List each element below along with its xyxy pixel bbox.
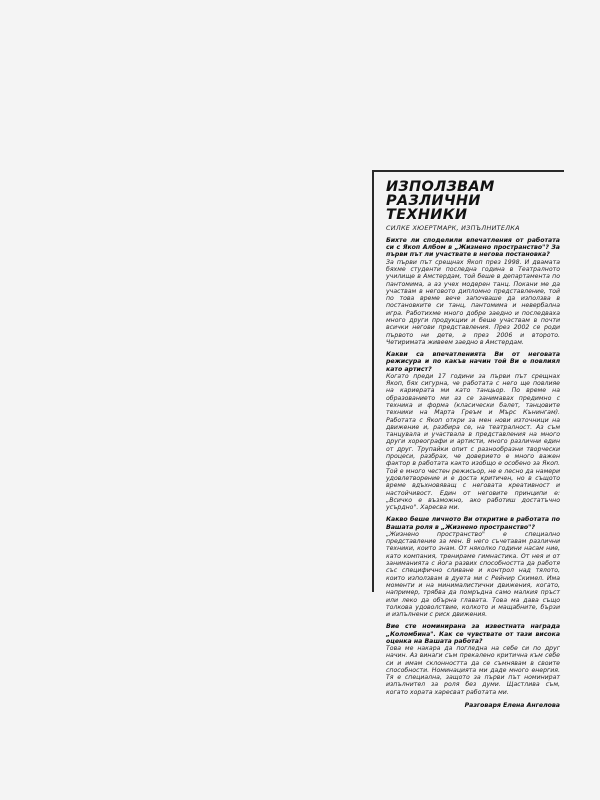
question-3: Какво беше личното Ви откритие в работата по Вашата роля в „Жизнено пространство"? xyxy=(386,516,560,531)
question-1: Бихте ли споделили впечатления от работата си с Якоп Албом в „Жизнено пространство"? За първи път ли участвате в негова постановка? xyxy=(386,237,560,259)
article-subtitle: СИЛКЕ ХЮЕРТМАРК, ИЗПЪЛНИТЕЛКА xyxy=(386,224,520,232)
question-2: Какви са впечатленията Ви от неговата режисура и по какъв начин той Ви е повлиял като артист? xyxy=(386,351,560,373)
question-4: Вие сте номинирана за известната награда „Коломбина". Как се чувствате от тази висока оценка на Вашата работа? xyxy=(386,623,560,645)
article-title-line2: ТЕХНИКИ xyxy=(386,207,468,223)
answer-4: Това ме накара да погледна на себе си по друг начин. Аз винаги съм прекалено критична към себе си и имам склонността да се съмнявам в своите способности. Номинацията ми даде много енергия. Тя е специална, защото за първи път номинират изпълнител за роля без думи. Щастлива съм, когато хората харесват работата ми. xyxy=(386,645,560,696)
answer-1: За първи път срещнах Якоп през 1998. И двамата бяхме студенти последна година в Театралното училище в Амстердам, той беше в департамента по пантомима, а аз учех модерен танц. Покани ме да участвам в неговото дипломно представление, той по това време вече започваше да използва в постановките си танц, пантомима и невербална игра. Работихме много добре заедно и последваха много други продукции и беше участвам в почти всички негови представления. През 2002 се роди първото ни дете, а през 2006 и второто. Четиримата живеем заедно в Амстердам. xyxy=(386,258,560,346)
left-rule xyxy=(372,170,374,592)
answer-3: „Жизнено пространство" е специално представление за мен. В него съчетавам различни техники, които знам. От няколко години насам ние, като компания, тренираме гимнастика. От нея и от заниманията с йога развих способността да работя със специфично сливане и контрол над тялото, които използвам в дуета ми с Рейнир Скимел. Има моменти и на минималистични движения, когато, например, трябва да помръдна само малкия пръст или леко да обърна главата. Това ма дава също толкова удоволствие, колкото и мащабните, бързи и изпълнени с риск движения. xyxy=(386,530,560,619)
top-rule xyxy=(374,170,564,172)
article-column xyxy=(386,180,560,709)
signature: Разговаря Елена Ангелова xyxy=(464,702,560,710)
article-title xyxy=(386,180,560,222)
article-title-line1: ИЗПОЛЗВАМ РАЗЛИЧНИ xyxy=(386,179,495,209)
answer-2: Когато преди 17 години за първи път срещнах Якоп, бях сигурна, че работата с него ще повлияе на кариерата ми като танцьор. По време на образованието ми аз се занимавах предимно с техника и форма (класически балет, танцовите техники на Марта Греъм и Мърс Кънингам). Работата с Якоп откри за мен нови източници на движение и, разбира се, на театралност. Аз съм танцувала и участвала в представления на много други хореографи и артисти, много различни един от друг. Трупайки опит с разнообразни творчески процеси, разбрах, че доверието е много важен фактор в работата както изобщо е особено за Якоп. Той е много честен режисьор, не е лесно да намери удовлетворение и е доста критичен, но в същото време вдъхновяващ с неговата креативност и настойчивост. Един от неговите принципи е: „Всичко е възможно, ако работиш достатъчно усърдно". Харесва ми. xyxy=(386,372,560,512)
